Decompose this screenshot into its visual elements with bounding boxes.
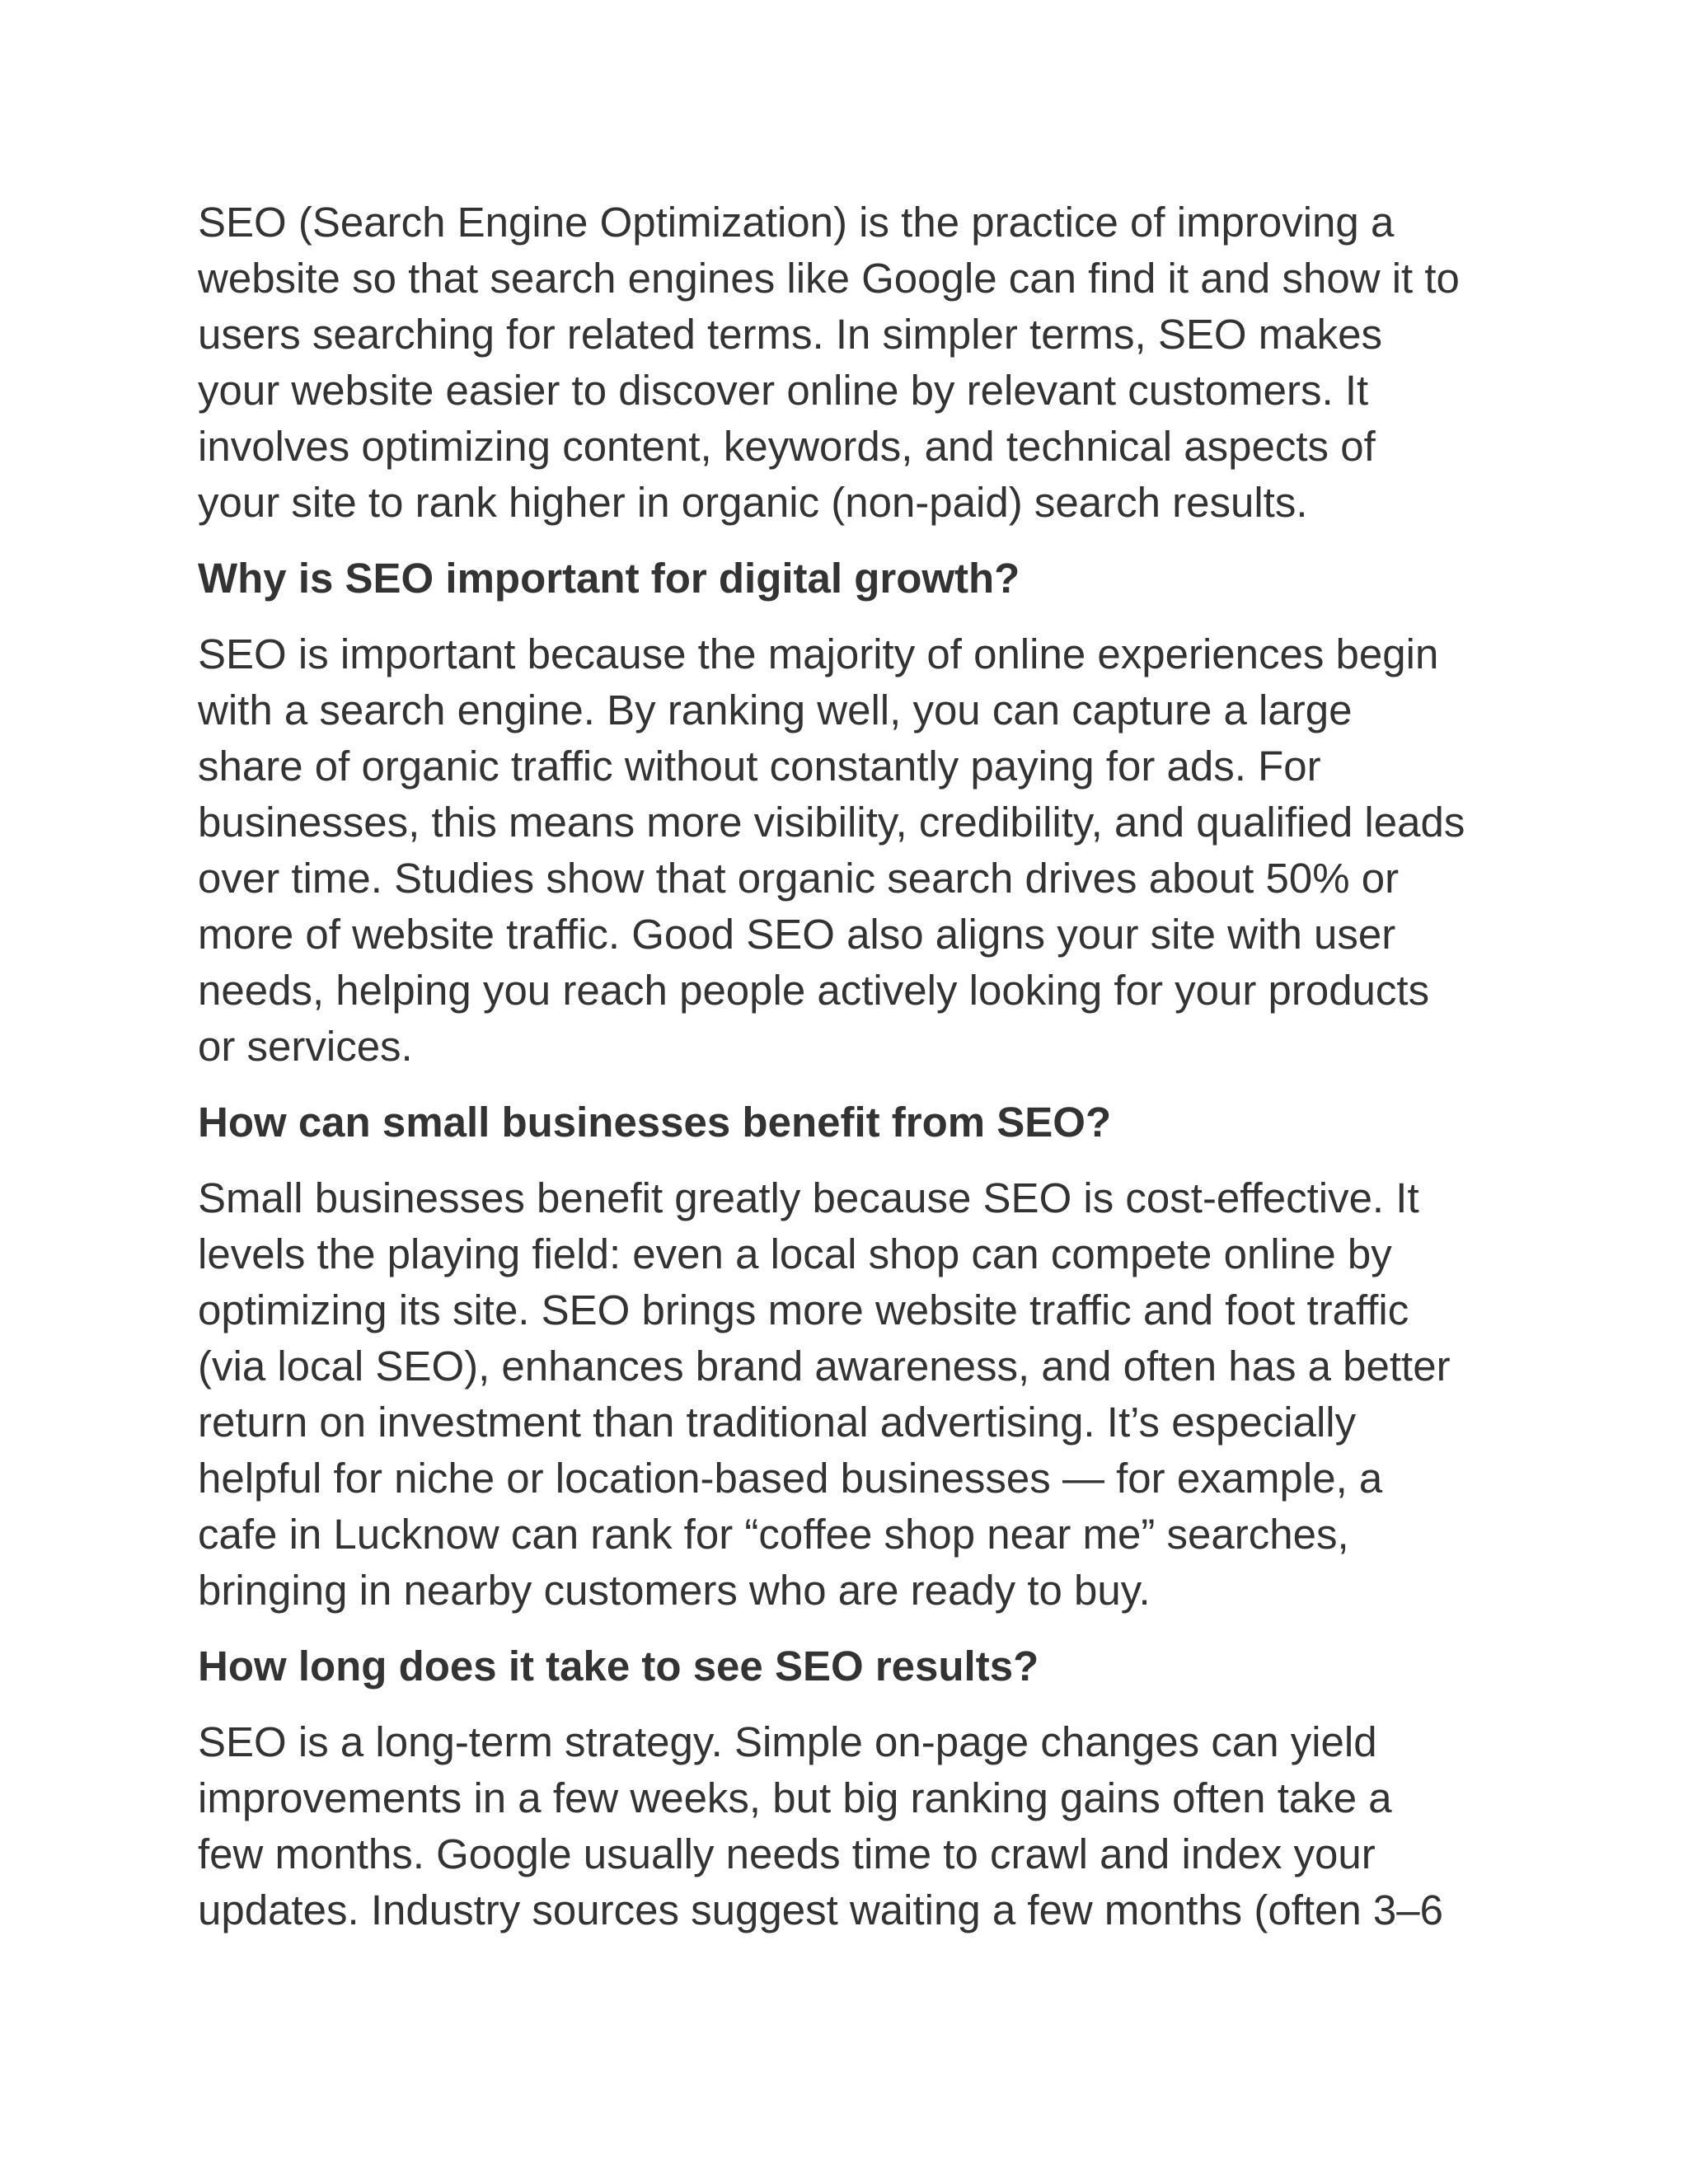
paragraph-line: updates. Industry sources suggest waiting a few months (often 3–6 bbox=[198, 1886, 1444, 1933]
intro-paragraph bbox=[198, 194, 1484, 531]
paragraph-line: SEO (Search Engine Optimization) is the practice of improving a bbox=[198, 199, 1395, 246]
paragraph-line: Small businesses benefit greatly because SEO is cost-effective. It bbox=[198, 1174, 1419, 1221]
paragraph-line: with a search engine. By ranking well, you can capture a large bbox=[198, 687, 1353, 733]
small-business-paragraph bbox=[198, 1170, 1484, 1619]
paragraph-line: cafe in Lucknow can rank for “coffee shop near me” searches, bbox=[198, 1511, 1349, 1558]
seo-importance-paragraph bbox=[198, 626, 1484, 1075]
paragraph-line: levels the playing field: even a local shop can compete online by bbox=[198, 1230, 1392, 1277]
paragraph-line: optimizing its site. SEO brings more website traffic and foot traffic bbox=[198, 1286, 1409, 1333]
seo-timeline-paragraph bbox=[198, 1714, 1484, 1938]
paragraph-line: needs, helping you reach people actively looking for your products bbox=[198, 967, 1430, 1014]
section-heading-seo-importance: Why is SEO important for digital growth? bbox=[198, 555, 1020, 602]
paragraph-line: SEO is a long-term strategy. Simple on-page changes can yield bbox=[198, 1718, 1377, 1765]
paragraph-line: bringing in nearby customers who are ready to buy. bbox=[198, 1567, 1151, 1614]
paragraph-line: your website easier to discover online by relevant customers. It bbox=[198, 367, 1369, 414]
paragraph-line: few months. Google usually needs time to crawl and index your bbox=[198, 1830, 1376, 1877]
section-heading-small-business: How can small businesses benefit from SEO? bbox=[198, 1099, 1112, 1146]
document-page bbox=[198, 194, 1484, 1938]
paragraph-line: (via local SEO), enhances brand awareness, and often has a better bbox=[198, 1343, 1451, 1390]
paragraph-line: involves optimizing content, keywords, and technical aspects of bbox=[198, 423, 1376, 470]
paragraph-line: website so that search engines like Google can find it and show it to bbox=[198, 255, 1460, 302]
paragraph-line: or services. bbox=[198, 1023, 413, 1070]
paragraph-line: users searching for related terms. In simpler terms, SEO makes bbox=[198, 311, 1382, 358]
paragraph-line: more of website traffic. Good SEO also aligns your site with user bbox=[198, 911, 1396, 958]
section-heading-seo-timeline: How long does it take to see SEO results? bbox=[198, 1643, 1039, 1690]
paragraph-line: businesses, this means more visibility, credibility, and qualified leads bbox=[198, 799, 1465, 846]
paragraph-line: over time. Studies show that organic search drives about 50% or bbox=[198, 855, 1400, 902]
paragraph-line: improvements in a few weeks, but big ranking gains often take a bbox=[198, 1774, 1392, 1821]
paragraph-line: helpful for niche or location-based businesses — for example, a bbox=[198, 1455, 1383, 1502]
paragraph-line: share of organic traffic without constantly paying for ads. For bbox=[198, 743, 1321, 790]
paragraph-line: return on investment than traditional advertising. It’s especially bbox=[198, 1399, 1357, 1446]
paragraph-line: your site to rank higher in organic (non-paid) search results. bbox=[198, 479, 1308, 526]
paragraph-line: SEO is important because the majority of online experiences begin bbox=[198, 630, 1439, 677]
